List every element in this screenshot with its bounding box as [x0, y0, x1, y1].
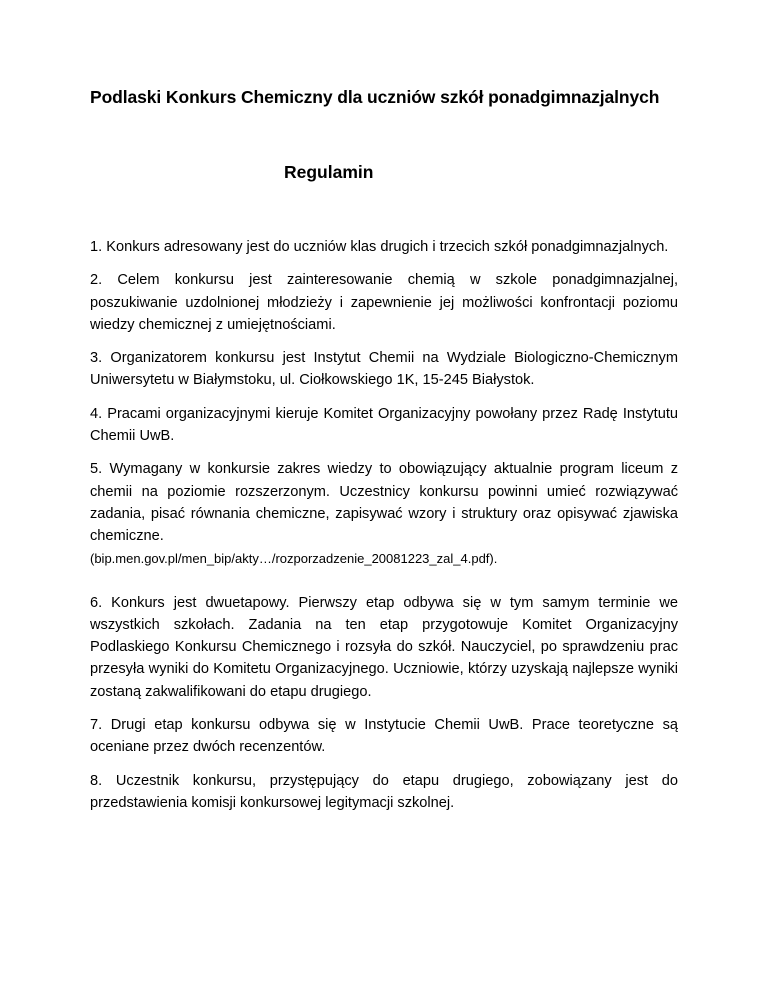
document-title: Podlaski Konkurs Chemiczny dla uczniów szkół ponadgimnazjalnych: [90, 87, 660, 107]
paragraph-4: 4. Pracami organizacyjnymi kieruje Komitet Organizacyjny powołany przez Radę Instytutu Chemii UwB.: [90, 405, 678, 445]
paragraph-3: 3. Organizatorem konkursu jest Instytut Chemii na Wydziale Biologiczno-Chemicznym Uniwersytetu w Białymstoku, ul. Ciołkowskiego 1K, 15-245 Białystok.: [90, 350, 678, 389]
source-link-text: (bip.men.gov.pl/men_bip/akty…/rozporzadzenie_20081223_zal_4.pdf).: [90, 550, 498, 566]
regulations-body: [90, 236, 678, 825]
document-subtitle: Regulamin: [284, 162, 374, 182]
paragraph-7: 7. Drugi etap konkursu odbywa się w Instytucie Chemii UwB. Prace teoretyczne są oceniane przez dwóch recenzentów.: [90, 717, 678, 756]
paragraph-6: 6. Konkurs jest dwuetapowy. Pierwszy etap odbywa się w tym samym terminie we wszystkich szkołach. Zadania na ten etap przygotowuje Komitet Organizacyjny Podlaskiego Konkursu Chemicznego i rozsyła do szkół. Nauczyciel, po sprawdzeniu prac przesyła wyniki do Komitetu Organizacyjnego. Uczniowie, którzy uzyskają najlepsze wyniki zostaną zakwalifikowani do etapu drugiego.: [90, 594, 678, 700]
paragraph-2: 2. Celem konkursu jest zainteresowanie chemią w szkole ponadgimnazjalnej, poszukiwanie uzdolnionej młodzieży i zapewnienie jej możliwości konfrontacji poziomu wiedzy chemicznej z umiejętnościami.: [90, 272, 678, 333]
paragraph-5: 5. Wymagany w konkursie zakres wiedzy to obowiązujący aktualnie program liceum z chemii na poziomie rozszerzonym. Uczestnicy konkursu powinni umieć rozwiązywać zadania, pisać równania chemiczne, zapisywać wzory i struktury oraz opisywać zjawiska chemiczne.: [90, 461, 678, 545]
paragraph-1: 1. Konkurs adresowany jest do uczniów klas drugich i trzecich szkół ponadgimnazjalnych.: [90, 239, 669, 255]
paragraph-8: 8. Uczestnik konkursu, przystępujący do etapu drugiego, zobowiązany jest do przedstawienia komisji konkursowej legitymacji szkolnej.: [90, 772, 678, 811]
